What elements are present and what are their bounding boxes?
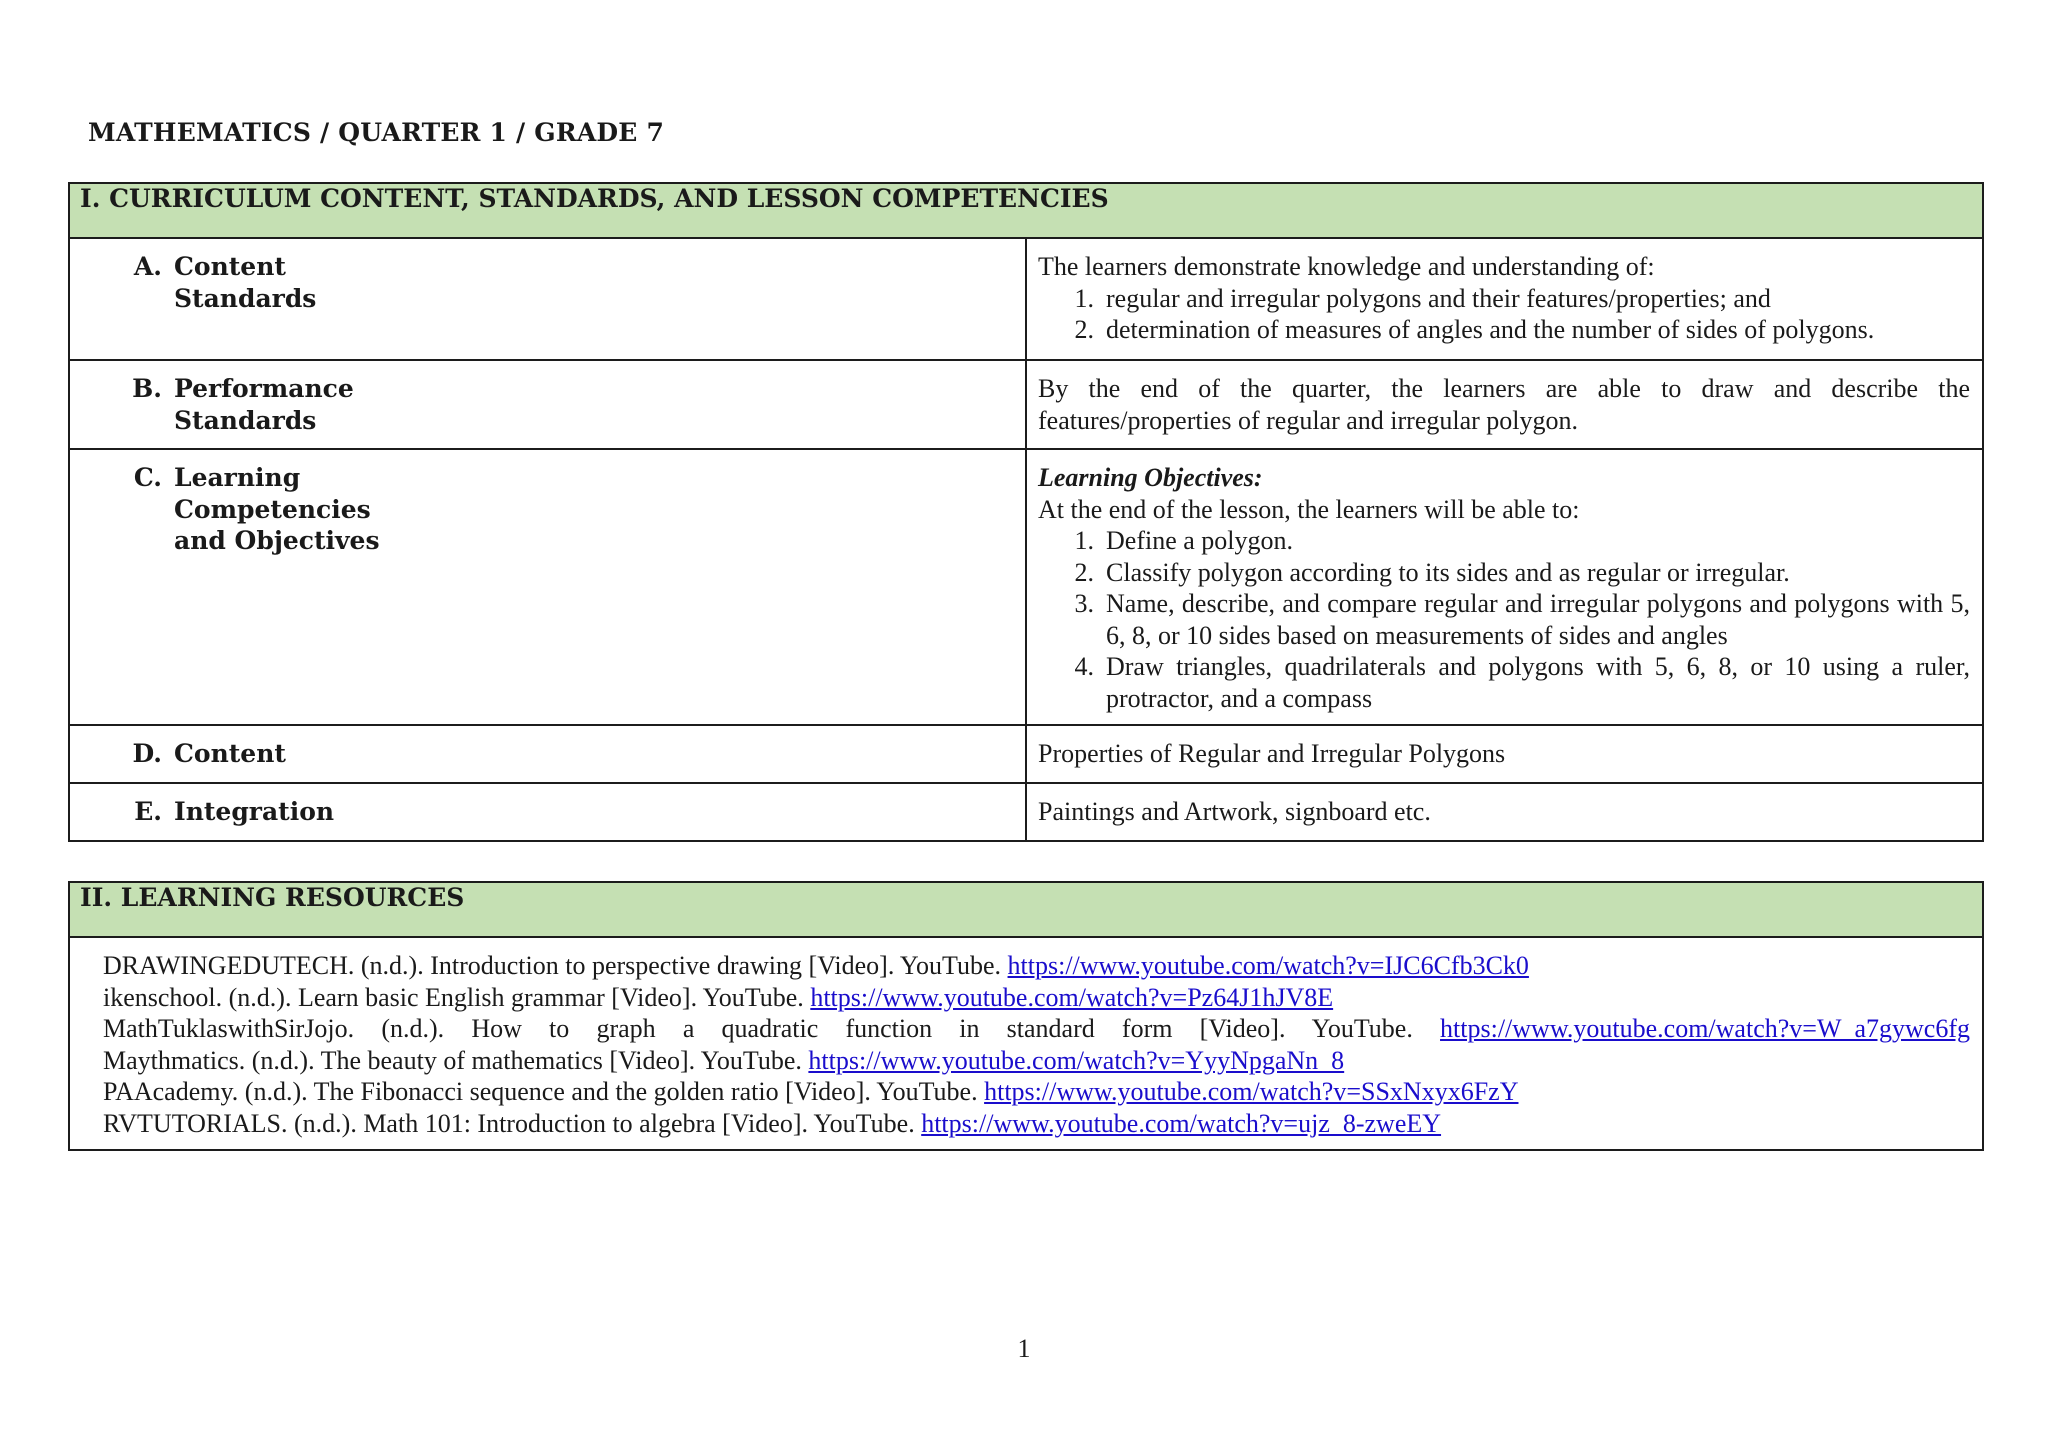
row-letter: E. [134, 797, 162, 826]
row-label-text: Content [174, 739, 286, 768]
row-label-text: Competencies [174, 494, 371, 524]
reference-link[interactable]: https://www.youtube.com/watch?v=Pz64J1hJV8E [810, 982, 1334, 1012]
row-content [1026, 238, 1983, 360]
resources-table [68, 881, 1984, 1151]
reference-link[interactable]: https://www.youtube.com/watch?v=SSxNxyx6FzY [984, 1077, 1519, 1106]
reference-link[interactable]: https://www.youtube.com/watch?v=IJC6Cfb3Ck0 [1007, 951, 1529, 980]
row-label-text: Performance [174, 374, 354, 403]
objectives-title: Learning Objectives: [1038, 463, 1263, 492]
row-content: Properties of Regular and Irregular Polygons [1026, 725, 1983, 783]
row-label-text: Content [174, 252, 286, 281]
reference-item: ikenschool. (n.d.). Learn basic English grammar [Video]. YouTube. https://www.youtube.com/watch?v=Pz64J1hJV8E [103, 982, 1334, 1012]
list-item: 2. Classify polygon according to its sides and as regular or irregular. [1074, 557, 1790, 587]
section-heading: I. CURRICULUM CONTENT, STANDARDS, AND LESSON COMPETENCIES [69, 183, 1983, 238]
row-label-text: Integration [174, 797, 335, 826]
row-letter: D. [132, 739, 162, 768]
row-content [1026, 449, 1983, 725]
row-label-text: and Objectives [174, 526, 380, 555]
objectives-list [1038, 525, 1970, 714]
row-label [69, 449, 1026, 725]
content-intro: The learners demonstrate knowledge and understanding of: [1038, 252, 1655, 281]
reference-item: MathTuklaswithSirJojo. (n.d.). How to graph a quadratic function in standard form [Video]. YouTube. https://www.youtube.com/watch?v=W_a7gywc6fg [103, 1014, 1970, 1043]
document-title: MATHEMATICS / QUARTER 1 / GRADE 7 [88, 118, 665, 147]
row-label-text: Standards [174, 405, 317, 435]
reference-link[interactable]: https://www.youtube.com/watch?v=YyyNpgaNn_8 [808, 1045, 1345, 1075]
table-row [69, 725, 1983, 783]
row-letter: A. [133, 252, 162, 281]
standards-list [1038, 283, 1970, 346]
table-row [69, 449, 1983, 725]
table-row [69, 783, 1983, 841]
reference-item: RVTUTORIALS. (n.d.). Math 101: Introduction to algebra [Video]. YouTube. https://www.youtube.com/watch?v=ujz_8-zweEY [103, 1108, 1442, 1138]
table-row [69, 360, 1983, 449]
content-intro: At the end of the lesson, the learners will be able to: [1038, 494, 1580, 524]
section-heading: II. LEARNING RESOURCES [69, 882, 1983, 937]
row-label [69, 360, 1026, 449]
row-letter: C. [133, 463, 162, 492]
curriculum-table [68, 182, 1984, 842]
list-item: 1. Define a polygon. [1074, 526, 1294, 555]
row-label [69, 238, 1026, 360]
reference-item: PAAcademy. (n.d.). The Fibonacci sequence and the golden ratio [Video]. YouTube. https://www.youtube.com/watch?v=SSxNxyx6FzY [103, 1077, 1519, 1106]
list-item: 1. regular and irregular polygons and their features/properties; and [1074, 283, 1771, 313]
reference-link[interactable]: https://www.youtube.com/watch?v=ujz_8-zweEY [921, 1108, 1442, 1138]
page-number: 1 [1017, 1334, 1031, 1363]
row-label [69, 783, 1026, 841]
list-item: 3. Name, describe, and compare regular and irregular polygons and polygons with 5, 6, 8, or 10 sides based on measurements of sides and angles [1074, 589, 1970, 650]
row-label-text: Standards [174, 283, 317, 313]
table-row [69, 238, 1983, 360]
list-item: 2. determination of measures of angles and the number of sides of polygons. [1074, 315, 1875, 344]
row-letter: B. [132, 374, 162, 403]
row-content: Paintings and Artwork, signboard etc. [1026, 783, 1983, 841]
reference-item: DRAWINGEDUTECH. (n.d.). Introduction to perspective drawing [Video]. YouTube. https://www.youtube.com/watch?v=IJC6Cfb3Ck0 [103, 951, 1529, 980]
row-content: By the end of the quarter, the learners are able to draw and describe the features/properties of regular and irregular polygon. [1026, 360, 1983, 449]
list-item: 4. Draw triangles, quadrilaterals and polygons with 5, 6, 8, or 10 using a ruler, protractor, and a compass [1074, 652, 1970, 713]
resources-list [69, 937, 1983, 1150]
reference-link[interactable]: https://www.youtube.com/watch?v=W_a7gywc6fg [1440, 1014, 1970, 1043]
row-label-text: Learning [174, 463, 301, 492]
reference-item: Maythmatics. (n.d.). The beauty of mathematics [Video]. YouTube. https://www.youtube.com/watch?v=YyyNpgaNn_8 [103, 1045, 1345, 1075]
row-label [69, 725, 1026, 783]
table-row [69, 937, 1983, 1150]
